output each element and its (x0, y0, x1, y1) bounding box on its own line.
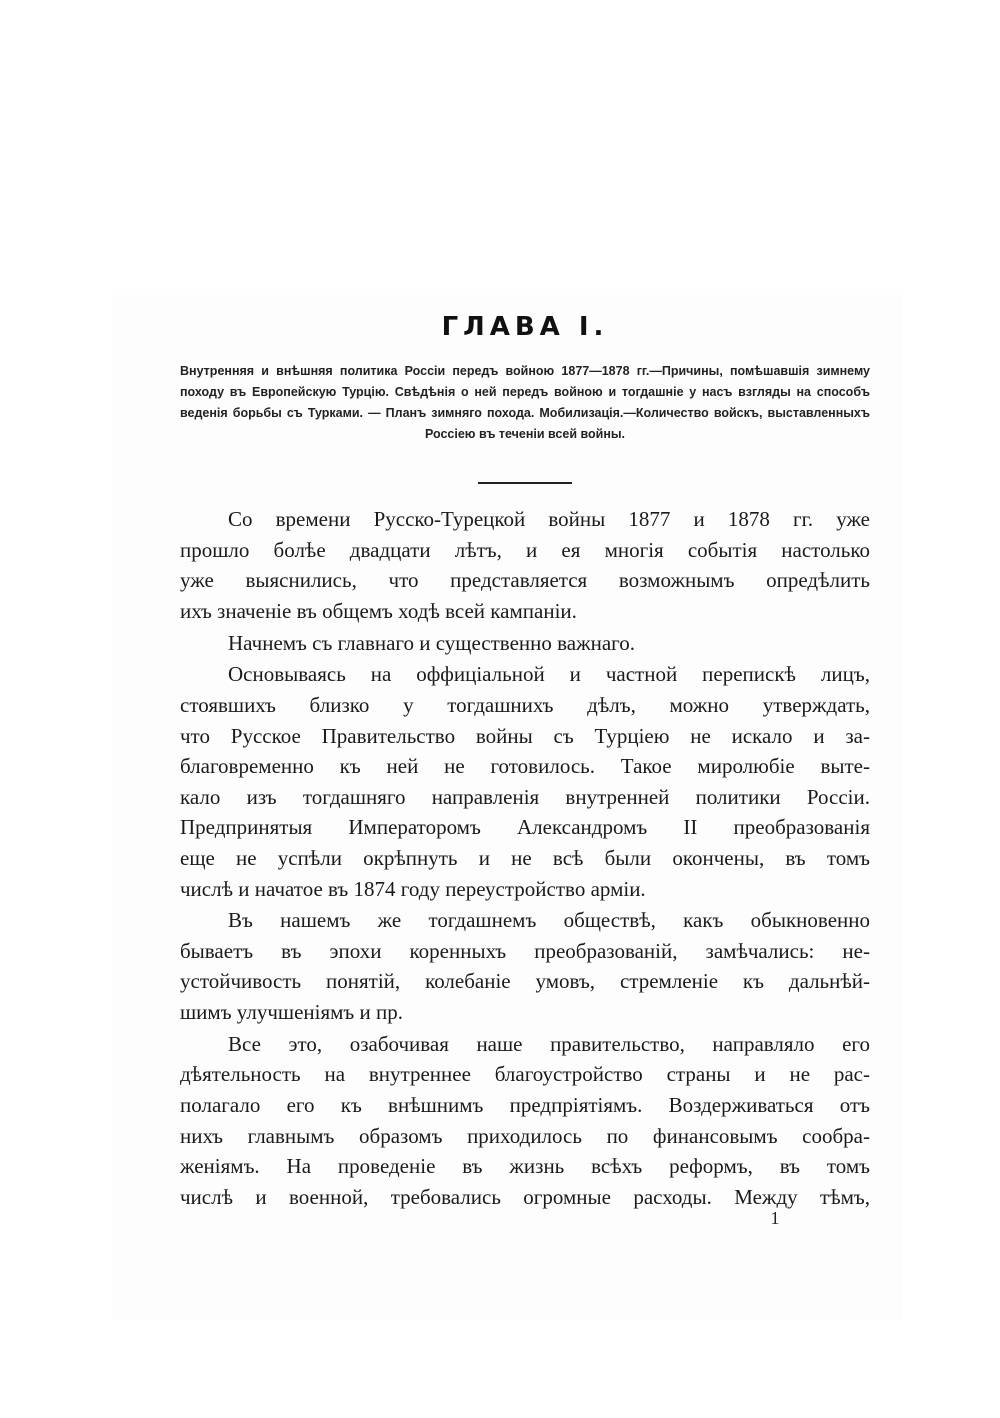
page-number: 1 (770, 1208, 780, 1228)
text-line: числѣ и начатое въ 1874 году переустройство арміи. (180, 876, 646, 901)
heading-divider (478, 482, 572, 484)
text-line: благовременно къ ней не готовилось. Такое миролюбіе выте- (180, 754, 870, 779)
paragraph (180, 659, 870, 904)
text-line: полагало его къ внѣшнимъ предпріятіямъ. Воздерживаться отъ (180, 1093, 870, 1118)
paragraph (180, 628, 870, 659)
text-line: шимъ улучшеніямъ и пр. (180, 1000, 404, 1025)
text-line: числѣ и военной, требовались огромные расходы. Между тѣмъ, (180, 1184, 870, 1209)
text-line: прошло болѣе двадцати лѣтъ, и ея многія событія настолько (180, 537, 870, 562)
text-line: Все это, озабочивая наше правительство, направляло его (228, 1031, 870, 1056)
text-line: женіямъ. На проведеніе въ жизнь всѣхъ реформъ, въ томъ (180, 1154, 870, 1179)
chapter-summary: Внутренняя и внѣшняя политика Россіи передъ войною 1877—1878 гг.—Причины, помѣшавшія зимнему походу въ Европейскую Турцію. Свѣдѣнія о ней передъ войною и тогдашніе у насъ взгляды на способъ веденія борьбы съ Турками. — Планъ зимняго похода. Мобилизація.—Количество войскъ, выставленныхъ Россіею въ теченіи всей войны. (180, 364, 870, 441)
text-line: кало изъ тогдашняго направленія внутренней политики Россіи. (180, 784, 870, 809)
text-line: нихъ главнымъ образомъ приходилось по финансовымъ сообра- (180, 1123, 870, 1148)
text-line: Начнемъ съ главнаго и существенно важнаго. (228, 630, 636, 655)
chapter-title: ГЛАВА I. (441, 312, 609, 342)
text-line: бываетъ въ эпохи коренныхъ преобразованій, замѣчались: не- (180, 938, 870, 963)
text-line: еще не успѣли окрѣпнуть и не всѣ были окончены, въ томъ (180, 845, 870, 870)
paragraph (180, 504, 870, 626)
text-line: ихъ значеніе въ общемъ ходѣ всей кампаніи. (180, 598, 577, 623)
text-line: Со времени Русско-Турецкой войны 1877 и 1878 гг. уже (228, 507, 870, 531)
text-line: Предпринятыя Императоромъ Александромъ II преобразованія (180, 815, 870, 840)
text-line: уже выяснились, что представляется возможнымъ опредѣлить (180, 568, 870, 593)
text-line: дѣятельность на внутреннее благоустройство страны и не рас- (180, 1062, 870, 1087)
text-line: Основываясь на оффиціальной и частной перепискѣ лицъ, (228, 662, 870, 687)
text-line: устойчивость понятій, колебаніе умовъ, стремленіе къ дальнѣй- (180, 969, 870, 994)
paragraph (180, 905, 870, 1027)
text-line: Въ нашемъ же тогдашнемъ обществѣ, какъ обыкновенно (228, 908, 870, 933)
text-line: что Русское Правительство войны съ Турціею не искало и за- (180, 723, 870, 748)
paragraph (180, 1029, 870, 1213)
text-line: стоявшихъ близко у тогдашнихъ дѣлъ, можно утверждать, (180, 692, 870, 717)
body-text (180, 504, 870, 1214)
